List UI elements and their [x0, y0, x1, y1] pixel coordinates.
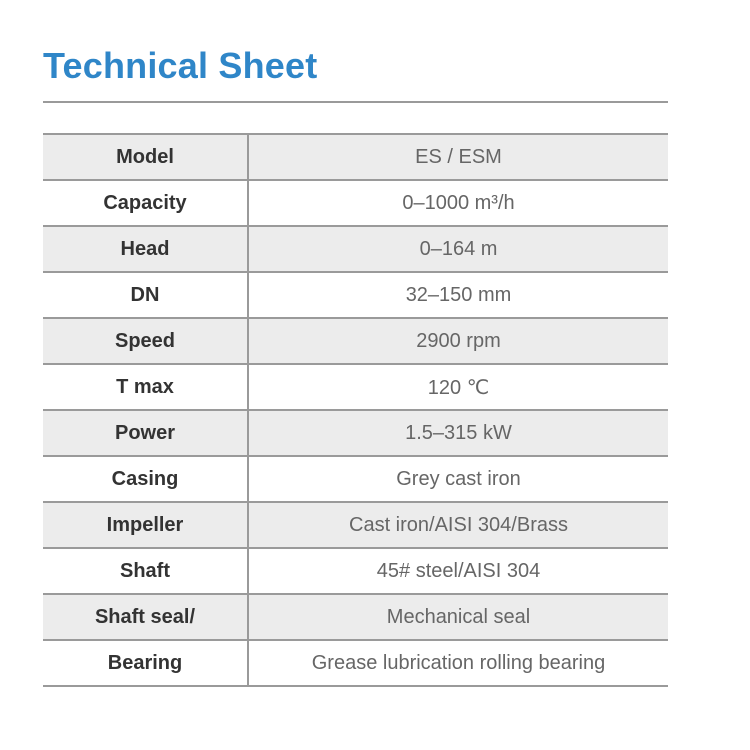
- row-value: Grey cast iron: [248, 456, 668, 502]
- row-value: 120 ℃: [248, 364, 668, 410]
- row-value: 0–164 m: [248, 226, 668, 272]
- row-label: Model: [43, 134, 248, 180]
- row-value: Mechanical seal: [248, 594, 668, 640]
- table-row: [43, 226, 668, 272]
- table-row: [43, 364, 668, 410]
- row-label: Power: [43, 410, 248, 456]
- table-row: [43, 456, 668, 502]
- spec-table: [43, 133, 668, 687]
- row-value: 32–150 mm: [248, 272, 668, 318]
- row-value: 0–1000 m³/h: [248, 180, 668, 226]
- row-value: Cast iron/AISI 304/Brass: [248, 502, 668, 548]
- row-label: T max: [43, 364, 248, 410]
- row-label: Impeller: [43, 502, 248, 548]
- row-value: ES / ESM: [248, 134, 668, 180]
- row-label: Casing: [43, 456, 248, 502]
- row-label: Capacity: [43, 180, 248, 226]
- row-value: Grease lubrication rolling bearing: [248, 640, 668, 686]
- table-row: [43, 318, 668, 364]
- table-row: [43, 272, 668, 318]
- table-row: [43, 134, 668, 180]
- row-label: DN: [43, 272, 248, 318]
- table-row: [43, 548, 668, 594]
- row-label: Head: [43, 226, 248, 272]
- title-divider: [43, 101, 668, 103]
- row-label: Shaft seal/: [43, 594, 248, 640]
- table-row: [43, 180, 668, 226]
- table-row: [43, 640, 668, 686]
- table-row: [43, 594, 668, 640]
- row-label: Bearing: [43, 640, 248, 686]
- row-label: Speed: [43, 318, 248, 364]
- table-row: [43, 502, 668, 548]
- table-row: [43, 410, 668, 456]
- row-value: 45# steel/AISI 304: [248, 548, 668, 594]
- row-value: 2900 rpm: [248, 318, 668, 364]
- row-label: Shaft: [43, 548, 248, 594]
- page-title: Technical Sheet: [43, 45, 318, 86]
- row-value: 1.5–315 kW: [248, 410, 668, 456]
